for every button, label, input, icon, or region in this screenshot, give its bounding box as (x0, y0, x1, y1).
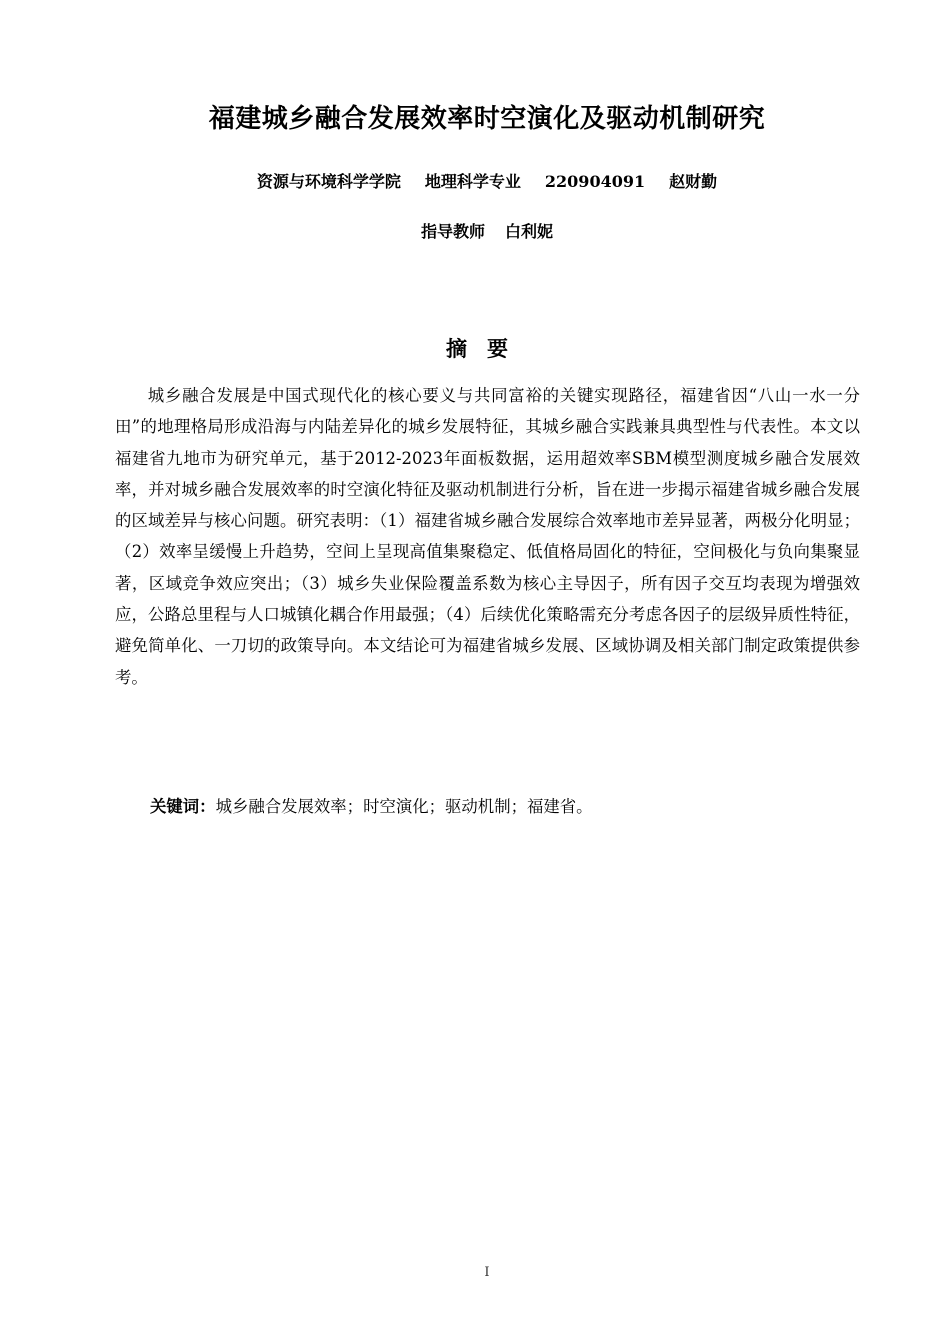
paper-title: 福建城乡融合发展效率时空演化及驱动机制研究 (208, 104, 766, 134)
author-major: 地理科学专业 (424, 172, 521, 191)
keywords (150, 791, 860, 822)
author-school: 资源与环境科学学院 (256, 172, 401, 191)
author-student-id: 220904091 (544, 172, 646, 191)
advisor-line (0, 219, 950, 242)
author-name: 赵财勤 (669, 172, 718, 191)
abstract-body: 城乡融合发展是中国式现代化的核心要义与共同富裕的关键实现路径，福建省因“八山一水一分田”的地理格局形成沿海与内陆差异化的城乡发展特征，其城乡融合实践兼具典型性与代表性。本文以福建省九地市为研究单元，基于2012-2023年面板数据，运用超效率SBM模型测度城乡融合发展效率，并对城乡融合发展效率的时空演化特征及驱动机制进行分析，旨在进一步揭示福建省城乡融合发展的区域差异与核心问题。研究表明：（1）福建省城乡融合发展综合效率地市差异显著，两极分化明显；（2）效率呈缓慢上升趋势，空间上呈现高值集聚稳定、低值格局固化的特征，空间极化与负向集聚显著，区域竞争效应突出；（3）城乡失业保险覆盖系数为核心主导因子，所有因子交互均表现为增强效应，公路总里程与人口城镇化耦合作用最强；（4）后续优化策略需充分考虑各因子的层级异质性特征，避免简单化、一刀切的政策导向。本文结论可为福建省城乡发展、区域协调及相关部门制定政策提供参考。 (115, 386, 860, 687)
advisor-label: 指导教师 (420, 222, 485, 241)
page-number: I (484, 1265, 490, 1280)
abstract-heading: 摘要 (446, 337, 528, 361)
advisor-name: 白利妮 (505, 222, 554, 241)
keywords-text: 城乡融合发展效率；时空演化；驱动机制；福建省。 (215, 797, 593, 816)
keywords-label: 关键词： (150, 797, 216, 816)
author-line (0, 169, 950, 192)
